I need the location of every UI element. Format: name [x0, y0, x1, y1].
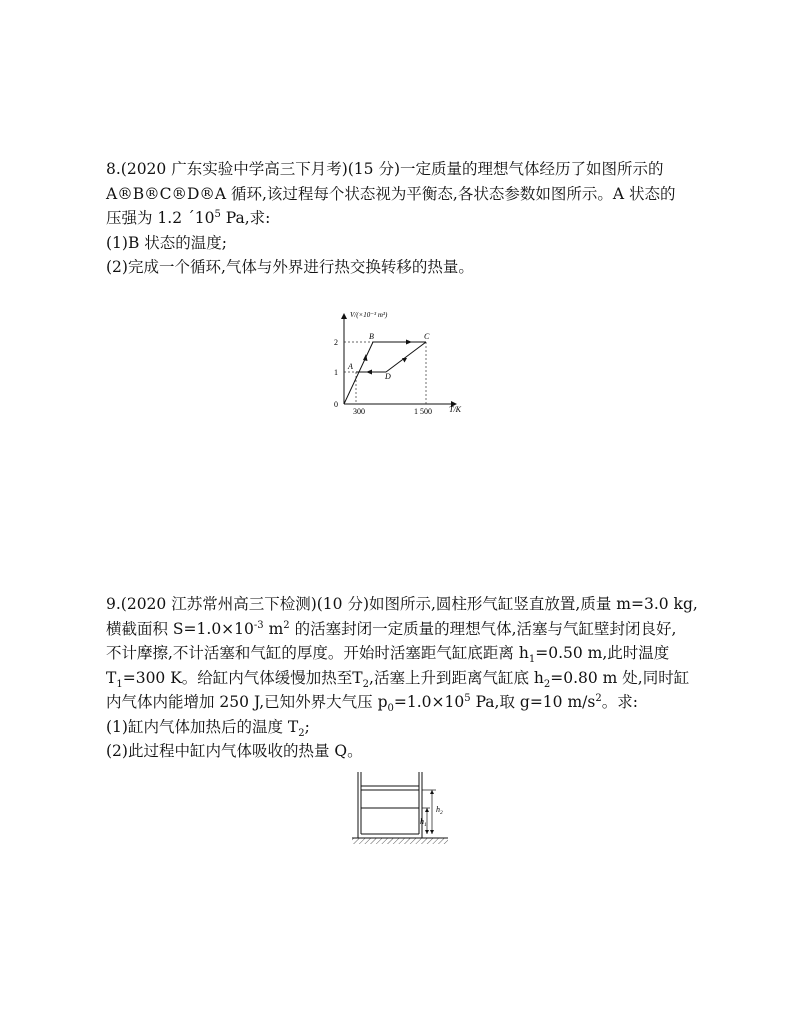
- q8-subquestion-2: (2)完成一个循环,气体与外界进行热交换转移的热量。: [106, 258, 474, 276]
- q8-pressure-exponent: 5: [214, 208, 221, 220]
- q9-sq1-end: ;: [304, 717, 310, 736]
- q9-t2-sub: 2: [362, 678, 370, 690]
- q9-line-2-rest: 的活塞封闭一定质量的理想气体,活塞与气缸壁封闭良好,: [289, 619, 677, 638]
- q9-line-3: [106, 641, 698, 666]
- q9-pressure-value: =1.0×10: [393, 693, 465, 711]
- q9-line-5-text: 内气体内能增加 250 J,已知外界大气压 p: [106, 693, 388, 711]
- q9-line-5: [106, 690, 698, 715]
- arrow-da: [366, 370, 372, 375]
- h2-arrow-bottom: [430, 830, 434, 834]
- q9-line-4-text: =300 K。给缸内气体缓慢加热至T: [122, 668, 363, 687]
- q9-subquestion-2: (2)此过程中缸内气体吸收的热量 Q。: [106, 742, 363, 760]
- q9-line-4-rest: =0.80 m 处,同时缸: [550, 668, 690, 687]
- q8-line-3: [106, 206, 698, 231]
- q9-line-2: [106, 617, 698, 642]
- y-tick-1: 1: [334, 368, 338, 377]
- q9-line-5-end: 。求:: [601, 693, 638, 711]
- cylinder-piston-diagram: [350, 768, 450, 848]
- q9-area-unit-exp: 2: [283, 619, 290, 631]
- q8-line-1: 8.(2020 广东实验中学高三下月考)(15 分)一定质量的理想气体经历了如图所示的: [106, 160, 664, 178]
- h1-arrow-top: [425, 808, 429, 812]
- q9-h2-sub: 2: [543, 678, 551, 690]
- q9-pressure-exp: 5: [464, 692, 471, 704]
- q9-line-4: [106, 666, 698, 691]
- point-b-label: B: [369, 332, 374, 341]
- q8-subquestion-1: (1)B 状态的温度;: [106, 233, 227, 252]
- h1-arrow-bottom: [425, 830, 429, 834]
- q8-line-2: A®B®C®D®A 循环,该过程每个状态视为平衡态,各状态参数如图所示。A 状态的: [106, 184, 676, 203]
- q9-sq1-sub: 2: [298, 727, 305, 739]
- q9-t1-symbol: T: [106, 668, 117, 687]
- x-axis-label: T/K: [449, 405, 462, 414]
- q9-t1-sub: 1: [116, 678, 123, 690]
- q9-area-unit: m: [263, 619, 284, 638]
- q8-pressure-unit: Pa,求:: [220, 209, 271, 227]
- q9-h1-sub: 1: [528, 654, 536, 666]
- arrow-bc: [406, 340, 412, 345]
- origin-label: 0: [334, 400, 338, 409]
- arrow-cd: [402, 358, 407, 363]
- q8-pressure-text: 压强为 1.2 ´10: [106, 209, 215, 227]
- q9-sq1-text: (1)缸内气体加热后的温度 T: [106, 717, 299, 736]
- q9-area-text: 横截面积 S=1.0×10: [106, 619, 254, 638]
- q9-line-3-text: 不计摩擦,不计活塞和气缸的厚度。开始时活塞距气缸底距离 h: [106, 644, 529, 662]
- q9-g-exp: 2: [595, 692, 602, 704]
- q9-line-3-rest: =0.50 m,此时温度: [535, 644, 670, 662]
- point-a-label: A: [348, 362, 353, 371]
- y-tick-2: 2: [334, 338, 338, 347]
- q9-area-exp: -3: [253, 619, 264, 631]
- question-9: [106, 592, 698, 764]
- vt-cycle-diagram: [328, 308, 468, 420]
- q9-p0-sub: 0: [387, 703, 394, 715]
- q9-subquestion-1: [106, 715, 698, 740]
- question-8: [106, 157, 698, 280]
- h1-label: $h_1$: [420, 817, 427, 828]
- x-tick-1500: 1 500: [414, 407, 432, 416]
- point-d-label: D: [385, 372, 391, 381]
- q9-line-1: 9.(2020 江苏常州高三下检测)(10 分)如图所示,圆柱形气缸竖直放置,质量 m=3.0 kg,: [106, 595, 698, 613]
- h2-label: $h_2$: [436, 805, 443, 816]
- q9-g-text: Pa,取 g=10 m/s: [470, 693, 596, 711]
- x-tick-300: 300: [353, 407, 365, 416]
- path-cd: [386, 342, 426, 372]
- q9-line-4-mid: ,活塞上升到距离气缸底 h: [369, 668, 544, 687]
- y-axis-label: V/(×10⁻³ m³): [350, 311, 388, 319]
- piston: [361, 786, 419, 790]
- point-c-label: C: [424, 332, 430, 341]
- h2-arrow-top: [430, 790, 434, 794]
- ground-hatch: [352, 838, 448, 844]
